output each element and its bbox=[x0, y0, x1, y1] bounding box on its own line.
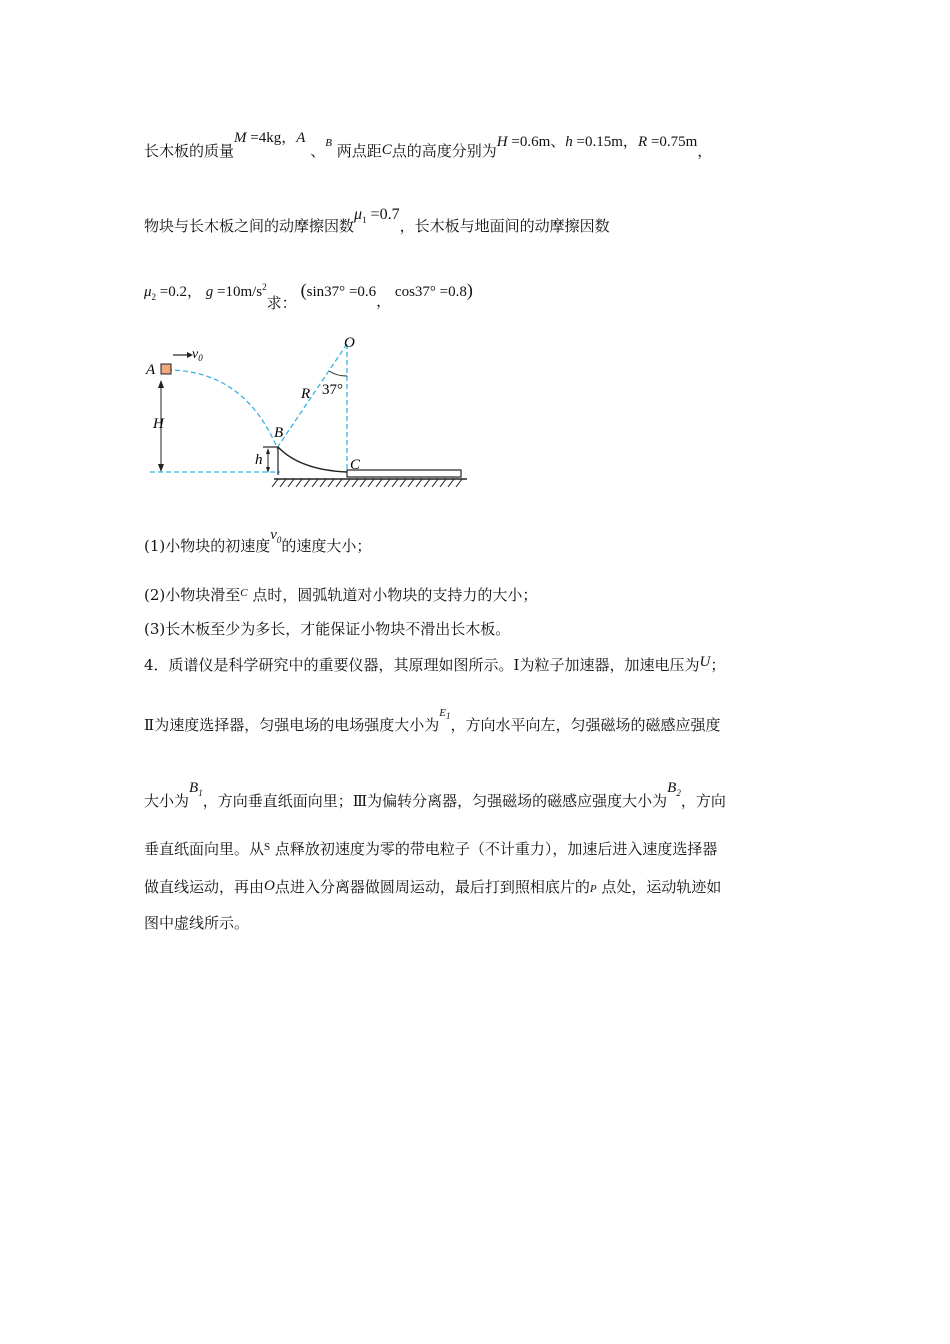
long-board bbox=[347, 470, 461, 477]
text: ，方向水平向左，匀强磁场的磁感应强度 bbox=[450, 716, 721, 734]
label-S: S bbox=[264, 841, 271, 853]
problem3-line3 bbox=[144, 280, 473, 312]
question-1 bbox=[144, 527, 372, 557]
text: 点的高度分别为 bbox=[391, 142, 497, 160]
trajectory-dashed bbox=[167, 370, 278, 450]
label-C: C bbox=[350, 457, 361, 473]
label-O: O bbox=[264, 878, 275, 894]
text: 图中虚线所示。 bbox=[144, 914, 250, 932]
label-O: O bbox=[344, 335, 355, 351]
block-A bbox=[161, 364, 171, 374]
problem3-line2 bbox=[144, 206, 610, 237]
text: 物块与长木板之间的动摩擦因数 bbox=[144, 217, 355, 235]
label-U: U bbox=[699, 654, 711, 670]
label-B: B bbox=[274, 425, 284, 441]
text: ， bbox=[697, 142, 713, 160]
text: 、 bbox=[310, 142, 326, 160]
text: 4．质谱仪是科学研究中的重要仪器，其原理如图所示。Ⅰ为粒子加速器，加速电压为 bbox=[144, 656, 700, 674]
label-v0: $v_0$ bbox=[192, 347, 203, 363]
text: ，方向垂直纸面向里；Ⅲ为偏转分离器，匀强磁场的磁感应强度大小为 bbox=[202, 792, 668, 810]
text: 点时，圆弧轨道对小物块的支持力的大小； bbox=[252, 586, 538, 604]
label-C: C bbox=[381, 142, 392, 158]
formula-trig: (sin37° =0.6， cos37° =0.8) bbox=[300, 280, 473, 310]
formula-B1: $B_1$ bbox=[189, 780, 203, 798]
label-H: H bbox=[153, 416, 164, 432]
problem4-line6 bbox=[144, 912, 249, 933]
formula-mass: M =4kg，A bbox=[234, 130, 306, 146]
text: 点处，运动轨迹如 bbox=[601, 878, 722, 896]
figure-projectile bbox=[140, 330, 480, 495]
problem4-line3 bbox=[144, 780, 726, 812]
text: ； bbox=[710, 656, 726, 674]
text: 大小为 bbox=[144, 792, 190, 810]
label-C: C bbox=[240, 587, 248, 599]
label-B: B bbox=[325, 137, 332, 149]
formula-B2: $B_2$ bbox=[667, 780, 681, 798]
formula-E1: E1 bbox=[439, 707, 451, 722]
text: 做直线运动，再由 bbox=[144, 878, 265, 896]
ground-hatch bbox=[272, 479, 462, 487]
text: 两点距 bbox=[336, 142, 382, 160]
label-A: A bbox=[146, 362, 156, 378]
problem4-line4 bbox=[144, 838, 717, 859]
label-P: P bbox=[589, 883, 597, 895]
text: (1)小物块的初速度 bbox=[144, 537, 271, 555]
label-R: R bbox=[301, 386, 311, 402]
text: 点进入分离器做圆周运动，最后打到照相底片的 bbox=[274, 878, 590, 896]
problem4-line5 bbox=[144, 876, 721, 897]
question-3 bbox=[144, 618, 510, 639]
formula-v0: $v_0$ bbox=[270, 527, 282, 545]
formula-mu1: $\mu_1 =0.7$ bbox=[354, 206, 400, 226]
text: ，长木板与地面间的动摩擦因数 bbox=[399, 217, 610, 235]
text: 长木板的质量 bbox=[144, 142, 235, 160]
text: 的速度大小； bbox=[281, 537, 372, 555]
problem4-line2 bbox=[144, 707, 721, 735]
text: (3)长木板至少为多长，才能保证小物块不滑出长木板。 bbox=[144, 620, 511, 638]
formula-heights: H =0.6m、h =0.15m，R =0.75m bbox=[496, 134, 698, 150]
text: 点释放初速度为零的带电粒子（不计重力），加速后进入速度选择器 bbox=[274, 840, 718, 858]
problem3-line1 bbox=[144, 130, 713, 161]
arc-track bbox=[278, 447, 347, 472]
text: (2)小物块滑至 bbox=[144, 586, 241, 604]
text: 求： bbox=[266, 294, 297, 312]
label-h: h bbox=[255, 452, 263, 468]
label-angle: 37° bbox=[322, 382, 343, 398]
problem4-line1 bbox=[144, 654, 725, 675]
angle-arc bbox=[329, 371, 347, 376]
text: Ⅱ为速度选择器，匀强电场的电场强度大小为 bbox=[144, 716, 440, 734]
text: 垂直纸面向里。从 bbox=[144, 840, 265, 858]
text: ，方向 bbox=[680, 792, 726, 810]
formula-mu2-g: $\mu_2 =0.2$， $g =10m/s^2$ bbox=[144, 282, 267, 302]
question-2 bbox=[144, 584, 537, 605]
